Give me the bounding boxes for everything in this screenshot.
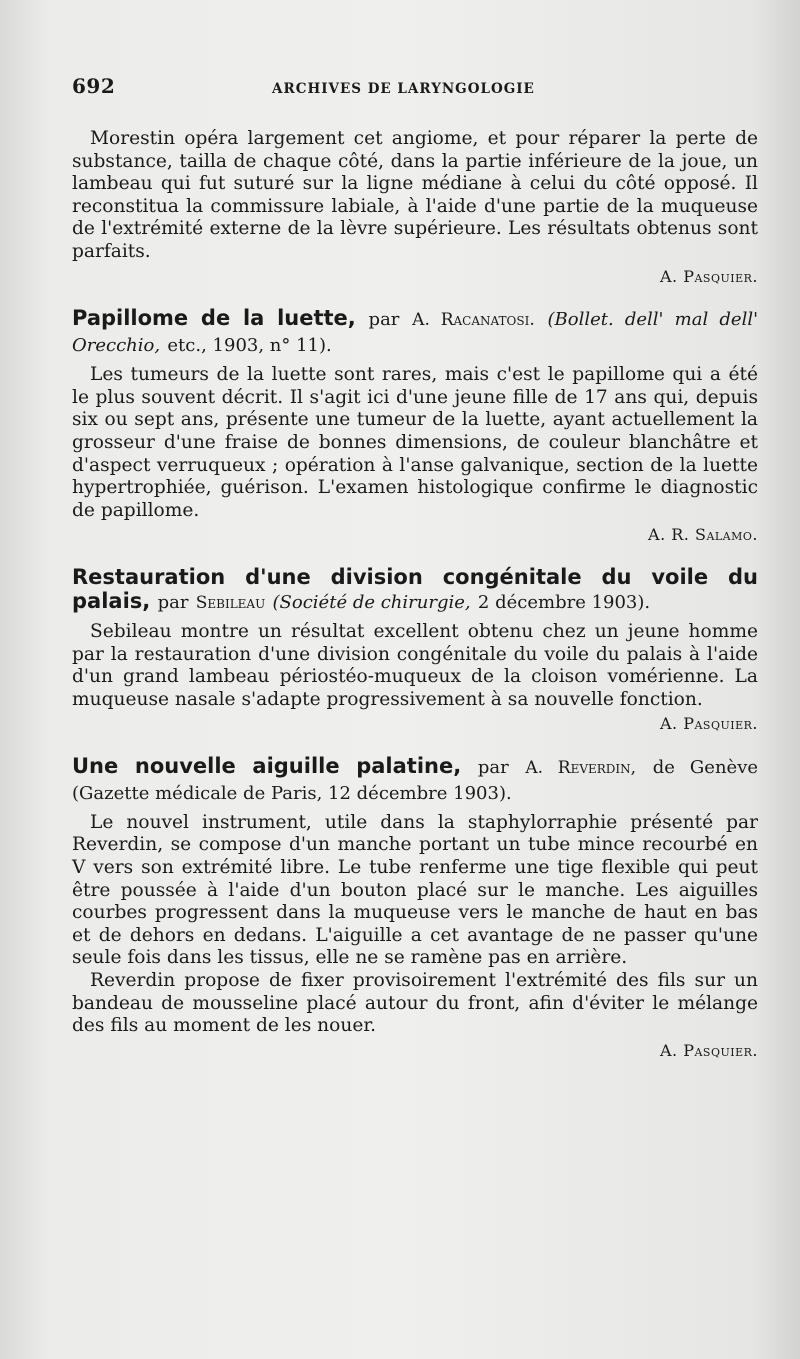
section-restauration — [72, 565, 758, 736]
author: A. Racanatosi. — [412, 310, 535, 331]
running-header — [72, 74, 758, 102]
section-heading — [72, 754, 758, 806]
source: (Société de chirurgie, — [272, 591, 471, 613]
intro-signature: A. Pasquier. — [659, 266, 758, 286]
paragraph: Le nouvel instrument, utile dans la staphylorraphie présenté par Reverdin, se compose d'un manche portant un tube mince recourbé en V vers son extrémité libre. Le tube renferme une tige flexible qui peut être poussée à l'aide d'un bouton placé sur le manche. Les aiguilles courbes progressent dans la muqueuse vers le manche de haut en bas et de dehors en dedans. L'aiguille a cet avantage de ne passer qu'une seule fois dans les tissus, elle ne se ramène pas en arrière. — [72, 811, 758, 969]
by-word: par — [368, 309, 400, 331]
intro-paragraph: Morestin opéra largement cet angiome, et pour réparer la perte de substance, tailla de chaque côté, dans la partie inférieure de la joue, un lambeau qui fut suturé sur la ligne médiane à celui du côté opposé. Il reconstitua la commissure labiale, à l'aide d'une partie de la muqueuse de l'extrémité externe de la lèvre supérieure. Les résultats obtenus sont parfaits. — [72, 128, 758, 262]
source: (Bollet. dell' mal dell' Orecchio, — [72, 309, 759, 357]
source-rest: de Genève (Gazette médicale de Paris, 12 décembre 1903). — [72, 756, 759, 804]
page-number: 692 — [72, 74, 116, 98]
paragraph: Sebileau montre un résultat excellent obtenu chez un jeune homme par la restauration d'une division congénitale du voile du palais à l'aide d'un grand lambeau périostéo-muqueux de la cloison vomérienne. La muqueuse nasale s'adapte progressivement à sa nouvelle fonction. — [72, 620, 758, 710]
author: Sebileau — [195, 592, 266, 613]
section-aiguille — [72, 754, 758, 1063]
section-title: Une nouvelle aiguille palatine, — [72, 753, 462, 778]
signature: A. Pasquier. — [659, 1040, 758, 1060]
source-rest: 2 décembre 1903). — [477, 591, 651, 613]
bleed-through-text — [72, 1160, 758, 1180]
paragraph: Les tumeurs de la luette sont rares, mais c'est le papillome qui a été le plus souvent décrit. Il s'agit ici d'une jeune fille de 17 ans qui, depuis six ou sept ans, présente une tumeur de la luette, ayant actuellement la grosseur d'une fraise de bonnes dimensions, de couleur blanchâtre et d'aspect verruqueux ; opération à l'anse galvanique, section de la luette hypertrophiée, guérison. L'examen histologique confirme le diagnostic de papillome. — [72, 364, 758, 521]
section-body — [72, 621, 758, 736]
intro-block — [72, 128, 758, 288]
section-body — [72, 364, 758, 547]
author: A. Reverdin, — [525, 757, 637, 778]
signature: A. R. Salamo. — [648, 525, 758, 545]
section-title: Restauration d'une division congénitale du voile du palais, — [72, 564, 758, 613]
signature: A. Pasquier. — [659, 714, 758, 734]
paragraph: Reverdin propose de fixer provisoirement l'extrémité des fils sur un bandeau de mousseline placé autour du front, afin d'éviter le mélange des fils au moment de les nouer. — [72, 970, 758, 1037]
section-heading — [72, 565, 758, 615]
section-papillome — [72, 306, 758, 547]
source-rest: etc., 1903, n° 11). — [167, 335, 332, 357]
by-word: par — [157, 591, 189, 613]
journal-title: ARCHIVES DE LARYNGOLOGIE — [272, 81, 535, 97]
section-body — [72, 812, 758, 1063]
section-title: Papillome de la luette, — [72, 306, 356, 331]
by-word: par — [477, 756, 509, 778]
section-heading — [72, 306, 758, 358]
